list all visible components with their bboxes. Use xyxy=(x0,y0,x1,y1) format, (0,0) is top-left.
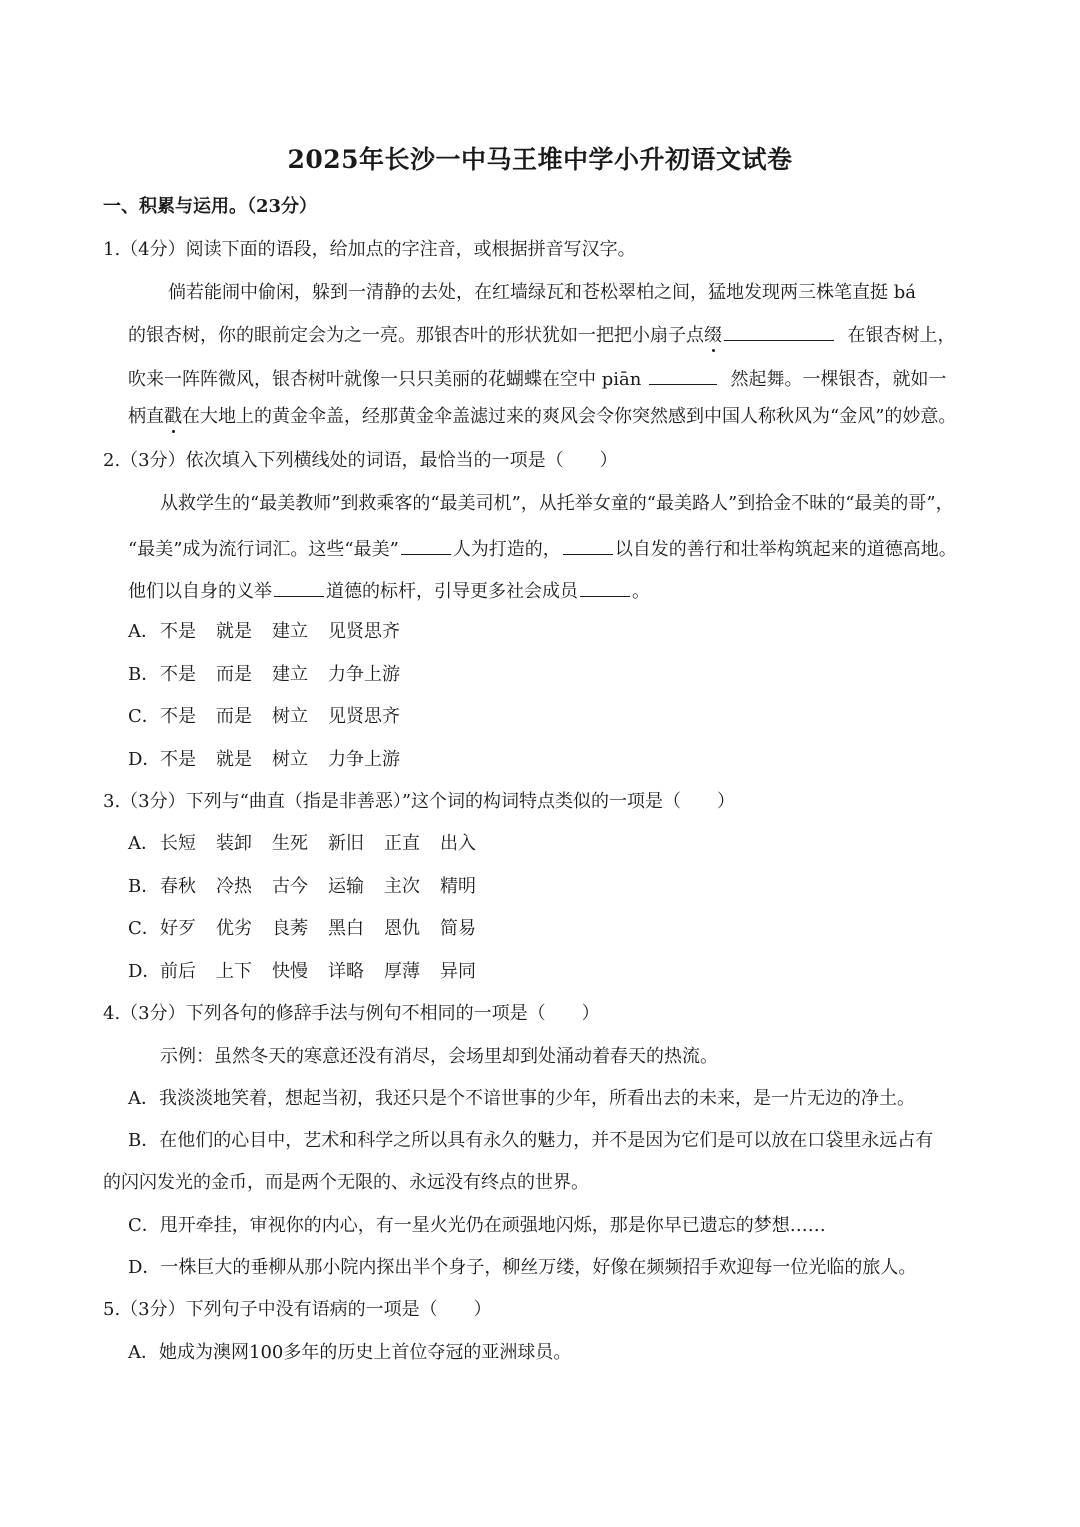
section-heading: 一、积累与运用。（23分） xyxy=(103,196,318,217)
passage-text: 柄直 xyxy=(128,406,164,427)
option-word: 力争上游 xyxy=(328,663,400,685)
passage-text: 以自发的善行和壮举构筑起来的道德高地。 xyxy=(614,539,957,560)
question-1-passage-line-3 xyxy=(128,366,947,392)
question-1-passage-line-4 xyxy=(128,405,956,429)
answer-blank[interactable] xyxy=(563,536,613,555)
question-1-stem: 1.（4分）阅读下面的语段，给加点的字注音，或根据拼音写汉字。 xyxy=(103,239,636,260)
question-2-stem: 2.（3分）依次填入下列横线处的词语，最恰当的一项是（ ） xyxy=(103,450,618,471)
option-word: 树立 xyxy=(272,706,308,727)
option-word: 优劣 xyxy=(216,918,252,939)
option-word: 不是 xyxy=(160,621,196,642)
option-word: 好歹 xyxy=(160,918,196,939)
passage-text: 道德的标杆，引导更多社会成员 xyxy=(326,581,578,602)
option-b[interactable] xyxy=(128,663,420,687)
option-word: 厚薄 xyxy=(384,960,420,982)
option-word: 建立 xyxy=(272,621,308,642)
option-a[interactable] xyxy=(128,620,420,644)
option-d[interactable] xyxy=(128,748,420,772)
page-title: 2025年长沙一中马王堆中学小升初语文试卷 xyxy=(287,145,793,174)
option-word: 上下 xyxy=(216,960,252,982)
option-word: 而是 xyxy=(216,663,252,685)
option-word: 良莠 xyxy=(272,918,308,939)
dotted-character: 戳 xyxy=(164,406,182,427)
passage-text: 他们以自身的义举 xyxy=(128,581,272,602)
question-2-passage-line-1: 从救学生的“最美教师”到救乘客的“最美司机”，从托举女童的“最美路人”到拾金不昧的“最美的哥”， xyxy=(160,493,954,514)
option-word: 就是 xyxy=(216,748,252,770)
option-c[interactable]: C．甩开牵挂，审视你的内心，有一星火光仍在顽强地闪烁，那是你早已遗忘的梦想…… xyxy=(128,1215,826,1236)
option-word: 不是 xyxy=(160,663,196,685)
option-word: 春秋 xyxy=(160,875,196,897)
option-a[interactable]: A．她成为澳网100多年的历史上首位夺冠的亚洲球员。 xyxy=(128,1342,572,1363)
option-d[interactable]: D．一株巨大的垂柳从那小院内探出半个身子，柳丝万缕，好像在频频招手欢迎每一位光临的旅人。 xyxy=(128,1257,917,1278)
option-label: B． xyxy=(128,875,160,897)
passage-text: 在大地上的黄金伞盖，经那黄金伞盖滤过来的爽风会令你突然感到中国人称秋风为“金风”的妙意。 xyxy=(182,406,957,427)
option-word: 不是 xyxy=(160,706,196,727)
option-word: 古今 xyxy=(272,875,308,897)
passage-text: 然起舞。一棵银杏，就如一 xyxy=(730,369,947,390)
option-b-continued: 的闪闪发光的金币，而是两个无限的、永远没有终点的世界。 xyxy=(103,1172,589,1193)
question-2-passage-line-2 xyxy=(128,536,957,562)
option-word: 树立 xyxy=(272,748,308,770)
passage-text: 在银杏树上， xyxy=(847,325,956,346)
option-b[interactable]: B．在他们的心目中，艺术和科学之所以具有永久的魅力，并不是因为它们是可以放在口袋里永远占有 xyxy=(128,1130,934,1151)
option-word: 恩仇 xyxy=(384,918,420,939)
option-word: 快慢 xyxy=(272,960,308,982)
option-c[interactable] xyxy=(128,705,420,729)
option-word: 前后 xyxy=(160,960,196,982)
passage-text: “最美”成为流行词汇。这些“最美” xyxy=(128,539,399,560)
option-word: 出入 xyxy=(440,833,476,854)
option-word: 就是 xyxy=(216,621,252,642)
option-word: 见贤思齐 xyxy=(328,621,400,642)
option-word: 不是 xyxy=(160,748,196,770)
option-word: 运输 xyxy=(328,875,364,897)
option-word: 精明 xyxy=(440,875,476,897)
option-b[interactable] xyxy=(128,875,496,899)
option-word: 长短 xyxy=(160,833,196,854)
option-word: 生死 xyxy=(272,833,308,854)
passage-text: 。 xyxy=(632,581,650,602)
option-word: 正直 xyxy=(384,833,420,854)
option-word: 黑白 xyxy=(328,918,364,939)
answer-blank[interactable] xyxy=(724,322,834,341)
dotted-character: 缀 xyxy=(704,325,722,346)
option-label: B． xyxy=(128,663,160,685)
option-word: 简易 xyxy=(440,918,476,939)
option-label: D． xyxy=(128,748,161,770)
option-word: 冷热 xyxy=(216,875,252,897)
question-1-passage-line-1: 倘若能闹中偷闲，躲到一清静的去处，在红墙绿瓦和苍松翠柏之间，猛地发现两三株笔直挺 bá xyxy=(168,282,916,303)
option-word: 而是 xyxy=(216,706,252,727)
option-word: 建立 xyxy=(272,663,308,685)
passage-text: 人为打造的， xyxy=(452,539,561,560)
question-4-example: 示例：虽然冬天的寒意还没有消尽，会场里却到处涌动着春天的热流。 xyxy=(160,1046,718,1067)
option-word: 见贤思齐 xyxy=(328,706,400,727)
option-label: C． xyxy=(128,918,160,939)
answer-blank[interactable] xyxy=(401,536,451,555)
passage-text: 吹来一阵阵微风，银杏树叶就像一只只美丽的花蝴蝶在空中 piān xyxy=(128,369,642,390)
option-word: 异同 xyxy=(440,960,476,982)
option-word: 力争上游 xyxy=(328,748,400,770)
question-1-passage-line-2 xyxy=(128,322,955,348)
option-word: 装卸 xyxy=(216,833,252,854)
question-5-stem: 5.（3分）下列句子中没有语病的一项是（ ） xyxy=(103,1299,492,1320)
question-3-stem: 3.（3分）下列与“曲直（指是非善恶）”这个词的构词特点类似的一项是（ ） xyxy=(103,791,736,812)
answer-blank[interactable] xyxy=(274,578,324,597)
passage-text: 的银杏树，你的眼前定会为之一亮。那银杏叶的形状犹如一把把小扇子点 xyxy=(128,325,704,346)
option-label: D． xyxy=(128,960,161,982)
answer-blank[interactable] xyxy=(649,366,717,385)
answer-blank[interactable] xyxy=(580,578,630,597)
option-word: 主次 xyxy=(384,875,420,897)
option-word: 详略 xyxy=(328,960,364,982)
question-4-stem: 4.（3分）下列各句的修辞手法与例句不相同的一项是（ ） xyxy=(103,1003,600,1024)
option-a[interactable]: A．我淡淡地笑着，想起当初，我还只是个不谙世事的少年，所看出去的未来，是一片无边的净土。 xyxy=(128,1088,915,1109)
option-d[interactable] xyxy=(128,960,496,984)
option-word: 新旧 xyxy=(328,833,364,854)
question-2-passage-line-3 xyxy=(128,578,650,604)
option-a[interactable] xyxy=(128,832,496,856)
option-c[interactable] xyxy=(128,917,496,941)
option-label: C． xyxy=(128,706,160,727)
option-label: A． xyxy=(128,621,159,642)
option-label: A． xyxy=(128,833,159,854)
